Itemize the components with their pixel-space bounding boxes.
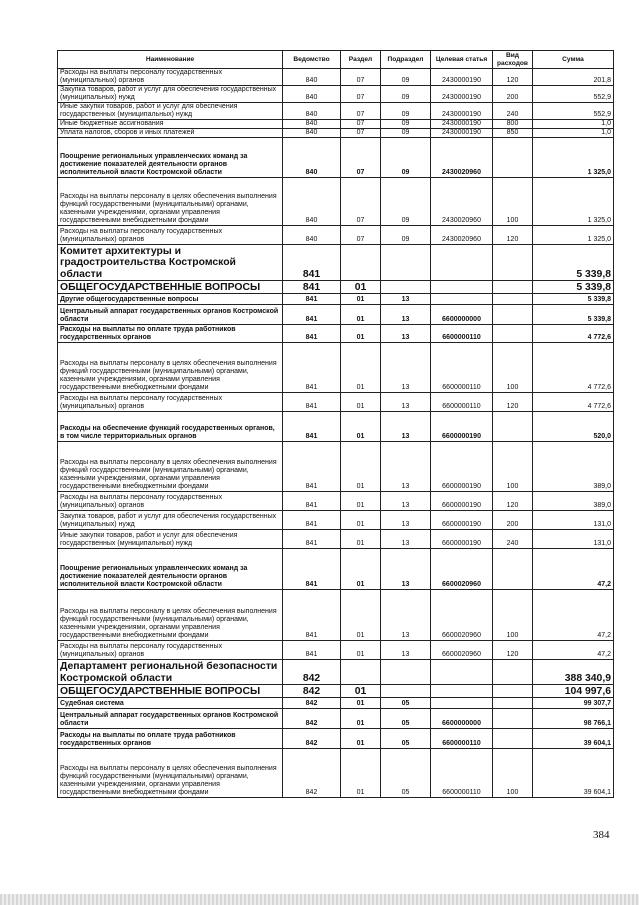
cell-summa: 4 772,6 [533,393,614,412]
cell-celevaya-statya: 6600020960 [431,590,493,641]
table-row [58,511,614,530]
cell-name: Расходы на выплаты персоналу в целях обеспечения выполнения функций государственными (муниципальными) органами, казенными учреждениями, органами управления государственными внебюджетными фондами [58,590,283,641]
cell-name: ОБЩЕГОСУДАРСТВЕННЫЕ ВОПРОСЫ [58,685,283,698]
cell-vid-raskhodov [493,281,533,294]
header-razdel: Раздел [341,51,381,69]
cell-podrazdel: 13 [381,442,431,492]
cell-celevaya-statya [431,660,493,685]
cell-summa: 389,0 [533,442,614,492]
cell-vedomstvo: 840 [283,86,341,103]
cell-vedomstvo: 840 [283,178,341,226]
cell-celevaya-statya [431,685,493,698]
cell-vedomstvo: 840 [283,103,341,120]
cell-summa: 104 997,6 [533,685,614,698]
cell-vedomstvo: 841 [283,530,341,549]
cell-vedomstvo: 841 [283,343,341,393]
cell-celevaya-statya [431,698,493,709]
table-row [58,709,614,729]
cell-celevaya-statya: 2430000190 [431,69,493,86]
cell-celevaya-statya: 6600000190 [431,511,493,530]
cell-vid-raskhodov: 100 [493,343,533,393]
cell-vid-raskhodov [493,245,533,281]
table-row [58,226,614,245]
cell-vedomstvo: 840 [283,69,341,86]
cell-summa: 389,0 [533,492,614,511]
cell-podrazdel: 09 [381,138,431,178]
cell-podrazdel: 13 [381,294,431,305]
cell-podrazdel: 13 [381,305,431,325]
cell-celevaya-statya: 6600000110 [431,729,493,749]
cell-name: Расходы на выплаты персоналу государственных (муниципальных) органов [58,393,283,412]
cell-podrazdel: 13 [381,641,431,660]
cell-vedomstvo: 840 [283,129,341,138]
cell-vid-raskhodov: 100 [493,442,533,492]
cell-vedomstvo: 840 [283,226,341,245]
cell-podrazdel: 13 [381,325,431,343]
cell-name: Расходы на выплаты персоналу в целях обеспечения выполнения функций государственными (муниципальными) органами, казенными учреждениями, органами управления государственными внебюджетными фондами [58,178,283,226]
cell-summa: 39 604,1 [533,749,614,798]
cell-vid-raskhodov: 850 [493,129,533,138]
cell-razdel: 01 [341,412,381,442]
cell-summa: 47,2 [533,549,614,590]
cell-vedomstvo: 841 [283,294,341,305]
header-summa: Сумма [533,51,614,69]
cell-name: Судебная система [58,698,283,709]
cell-podrazdel: 13 [381,530,431,549]
cell-podrazdel: 05 [381,749,431,798]
table-row [58,660,614,685]
header-celevaya-statya: Целевая статья [431,51,493,69]
cell-name: Комитет архитектуры и градостроительства Костромской области [58,245,283,281]
cell-razdel: 01 [341,749,381,798]
cell-celevaya-statya: 6600000110 [431,325,493,343]
cell-razdel: 01 [341,393,381,412]
cell-podrazdel: 05 [381,698,431,709]
cell-podrazdel [381,245,431,281]
cell-vedomstvo: 840 [283,120,341,129]
cell-vedomstvo: 841 [283,590,341,641]
cell-vedomstvo: 842 [283,709,341,729]
cell-razdel: 07 [341,226,381,245]
cell-razdel: 01 [341,281,381,294]
table-row [58,442,614,492]
cell-celevaya-statya: 2430000190 [431,120,493,129]
cell-podrazdel: 09 [381,69,431,86]
cell-podrazdel: 05 [381,709,431,729]
cell-vedomstvo: 842 [283,685,341,698]
table-row [58,69,614,86]
cell-celevaya-statya: 2430000190 [431,86,493,103]
cell-vid-raskhodov: 800 [493,120,533,129]
table-row [58,281,614,294]
cell-name: Расходы на выплаты персоналу государственных (муниципальных) органов [58,641,283,660]
cell-summa: 1,0 [533,120,614,129]
cell-celevaya-statya: 6600020960 [431,549,493,590]
cell-razdel: 01 [341,294,381,305]
cell-summa: 5 339,8 [533,294,614,305]
cell-celevaya-statya: 6600000190 [431,442,493,492]
cell-vid-raskhodov: 240 [493,103,533,120]
cell-celevaya-statya: 2430020960 [431,138,493,178]
cell-celevaya-statya: 6600000000 [431,305,493,325]
cell-podrazdel: 13 [381,590,431,641]
cell-vid-raskhodov [493,698,533,709]
cell-name: Закупка товаров, работ и услуг для обеспечения государственных (муниципальных) нужд [58,511,283,530]
table-row [58,294,614,305]
cell-summa: 520,0 [533,412,614,442]
table-row [58,343,614,393]
cell-vid-raskhodov [493,549,533,590]
cell-name: Расходы на выплаты персоналу в целях обеспечения выполнения функций государственными (муниципальными) органами, казенными учреждениями, органами управления государственными внебюджетными фондами [58,343,283,393]
cell-summa: 5 339,8 [533,281,614,294]
cell-razdel: 01 [341,698,381,709]
table-row [58,178,614,226]
cell-vedomstvo: 841 [283,511,341,530]
table-row [58,749,614,798]
cell-summa: 4 772,6 [533,325,614,343]
cell-razdel: 01 [341,641,381,660]
cell-celevaya-statya: 6600000110 [431,343,493,393]
cell-razdel: 07 [341,69,381,86]
cell-vid-raskhodov: 120 [493,492,533,511]
scan-edge-strip [0,894,639,905]
cell-summa: 47,2 [533,590,614,641]
cell-name: Поощрение региональных управленческих команд за достижение показателей деятельности органов исполнительной власти Костромской области [58,549,283,590]
cell-vid-raskhodov: 100 [493,749,533,798]
cell-name: Расходы на выплаты персоналу государственных (муниципальных) органов [58,69,283,86]
cell-summa: 1 325,0 [533,178,614,226]
cell-name: Центральный аппарат государственных органов Костромской области [58,305,283,325]
cell-razdel [341,660,381,685]
cell-vid-raskhodov [493,294,533,305]
cell-vid-raskhodov: 120 [493,641,533,660]
cell-razdel: 01 [341,305,381,325]
cell-razdel: 07 [341,86,381,103]
table-row [58,549,614,590]
cell-podrazdel: 09 [381,226,431,245]
header-vid-raskhodov: Вид расходов [493,51,533,69]
cell-summa: 552,9 [533,103,614,120]
cell-summa: 5 339,8 [533,245,614,281]
table-row [58,103,614,120]
cell-vedomstvo: 841 [283,412,341,442]
cell-celevaya-statya: 6600000110 [431,749,493,798]
table-row [58,530,614,549]
cell-celevaya-statya: 6600000000 [431,709,493,729]
cell-podrazdel: 13 [381,511,431,530]
cell-vid-raskhodov: 120 [493,226,533,245]
cell-podrazdel [381,660,431,685]
cell-summa: 5 339,8 [533,305,614,325]
table-row [58,641,614,660]
cell-name: Иные бюджетные ассигнования [58,120,283,129]
table-row [58,86,614,103]
cell-name: Расходы на выплаты персоналу государственных (муниципальных) органов [58,492,283,511]
cell-razdel: 01 [341,709,381,729]
cell-summa: 131,0 [533,530,614,549]
cell-summa: 39 604,1 [533,729,614,749]
cell-name: Расходы на выплаты по оплате труда работников государственных органов [58,325,283,343]
cell-celevaya-statya: 2430000190 [431,129,493,138]
cell-razdel: 01 [341,729,381,749]
cell-name: ОБЩЕГОСУДАРСТВЕННЫЕ ВОПРОСЫ [58,281,283,294]
cell-vedomstvo: 841 [283,325,341,343]
cell-name: Уплата налогов, сборов и иных платежей [58,129,283,138]
table-row [58,698,614,709]
cell-vid-raskhodov: 120 [493,393,533,412]
cell-podrazdel: 13 [381,412,431,442]
cell-name: Расходы на выплаты персоналу государственных (муниципальных) органов [58,226,283,245]
cell-vid-raskhodov: 120 [493,69,533,86]
cell-name: Расходы на обеспечение функций государственных органов, в том числе территориальных органов [58,412,283,442]
cell-vedomstvo: 842 [283,698,341,709]
cell-razdel: 07 [341,120,381,129]
table-row [58,590,614,641]
cell-vedomstvo: 840 [283,138,341,178]
cell-vedomstvo: 842 [283,749,341,798]
table-row [58,325,614,343]
cell-podrazdel: 05 [381,729,431,749]
cell-vid-raskhodov [493,325,533,343]
cell-vid-raskhodov [493,412,533,442]
cell-vid-raskhodov [493,138,533,178]
cell-razdel: 07 [341,129,381,138]
cell-vid-raskhodov [493,729,533,749]
cell-name: Департамент региональной безопасности Костромской области [58,660,283,685]
header-vedomstvo: Ведомство [283,51,341,69]
cell-celevaya-statya: 2430020960 [431,178,493,226]
cell-name: Иные закупки товаров, работ и услуг для обеспечения государственных (муниципальных) нужд [58,530,283,549]
cell-summa: 99 307,7 [533,698,614,709]
cell-vid-raskhodov [493,709,533,729]
cell-vid-raskhodov [493,685,533,698]
cell-vedomstvo: 842 [283,660,341,685]
cell-vedomstvo: 841 [283,245,341,281]
cell-razdel: 07 [341,138,381,178]
cell-celevaya-statya [431,245,493,281]
cell-vid-raskhodov: 100 [493,590,533,641]
cell-razdel: 07 [341,178,381,226]
cell-vedomstvo: 841 [283,305,341,325]
cell-podrazdel: 13 [381,393,431,412]
cell-vedomstvo: 841 [283,393,341,412]
cell-podrazdel: 09 [381,120,431,129]
cell-name: Другие общегосударственные вопросы [58,294,283,305]
cell-podrazdel: 13 [381,549,431,590]
table-row [58,412,614,442]
cell-razdel: 01 [341,492,381,511]
cell-celevaya-statya [431,294,493,305]
cell-podrazdel: 09 [381,129,431,138]
cell-podrazdel: 09 [381,178,431,226]
cell-vid-raskhodov: 200 [493,86,533,103]
cell-name: Центральный аппарат государственных органов Костромской области [58,709,283,729]
cell-celevaya-statya: 6600020960 [431,641,493,660]
cell-vid-raskhodov: 200 [493,511,533,530]
header-podrazdel: Подраздел [381,51,431,69]
table-row [58,129,614,138]
cell-name: Расходы на выплаты персоналу в целях обеспечения выполнения функций государственными (муниципальными) органами, казенными учреждениями, органами управления государственными внебюджетными фондами [58,442,283,492]
table-row [58,138,614,178]
table-header-row [58,51,614,69]
cell-podrazdel: 13 [381,343,431,393]
cell-razdel: 01 [341,530,381,549]
cell-summa: 98 766,1 [533,709,614,729]
table-row [58,729,614,749]
cell-name: Иные закупки товаров, работ и услуг для обеспечения государственных (муниципальных) нужд [58,103,283,120]
cell-razdel: 01 [341,442,381,492]
cell-podrazdel: 09 [381,103,431,120]
cell-summa: 1 325,0 [533,138,614,178]
cell-vedomstvo: 841 [283,281,341,294]
page-number: 384 [593,829,610,841]
cell-razdel: 01 [341,511,381,530]
cell-name: Расходы на выплаты персоналу в целях обеспечения выполнения функций государственными (муниципальными) органами, казенными учреждениями, органами управления государственными внебюджетными фондами [58,749,283,798]
cell-summa: 47,2 [533,641,614,660]
cell-summa: 4 772,6 [533,343,614,393]
cell-celevaya-statya: 2430020960 [431,226,493,245]
cell-razdel: 01 [341,325,381,343]
table-row [58,492,614,511]
cell-razdel: 01 [341,590,381,641]
cell-summa: 552,9 [533,86,614,103]
cell-vedomstvo: 842 [283,729,341,749]
table-body [58,69,614,798]
cell-vedomstvo: 841 [283,442,341,492]
cell-celevaya-statya: 2430000190 [431,103,493,120]
cell-name: Поощрение региональных управленческих команд за достижение показателей деятельности органов исполнительной власти Костромской области [58,138,283,178]
cell-vedomstvo: 841 [283,492,341,511]
cell-razdel: 01 [341,685,381,698]
cell-razdel: 07 [341,103,381,120]
table-row [58,120,614,129]
cell-vedomstvo: 841 [283,549,341,590]
cell-celevaya-statya: 6600000190 [431,412,493,442]
cell-podrazdel: 13 [381,492,431,511]
cell-summa: 131,0 [533,511,614,530]
cell-summa: 201,8 [533,69,614,86]
cell-vid-raskhodov [493,305,533,325]
table-row [58,393,614,412]
cell-summa: 388 340,9 [533,660,614,685]
cell-podrazdel: 09 [381,86,431,103]
cell-vid-raskhodov [493,660,533,685]
table-row [58,685,614,698]
cell-name: Расходы на выплаты по оплате труда работников государственных органов [58,729,283,749]
header-name: Наименование [58,51,283,69]
budget-table [57,50,614,798]
cell-celevaya-statya: 6600000110 [431,393,493,412]
cell-razdel: 01 [341,549,381,590]
cell-vid-raskhodov: 240 [493,530,533,549]
cell-vedomstvo: 841 [283,641,341,660]
cell-name: Закупка товаров, работ и услуг для обеспечения государственных (муниципальных) нужд [58,86,283,103]
cell-podrazdel [381,281,431,294]
cell-celevaya-statya: 6600000190 [431,530,493,549]
cell-celevaya-statya: 6600000190 [431,492,493,511]
table-row [58,245,614,281]
cell-celevaya-statya [431,281,493,294]
table-row [58,305,614,325]
cell-razdel: 01 [341,343,381,393]
cell-podrazdel [381,685,431,698]
cell-vid-raskhodov: 100 [493,178,533,226]
cell-razdel [341,245,381,281]
cell-summa: 1,0 [533,129,614,138]
cell-summa: 1 325,0 [533,226,614,245]
